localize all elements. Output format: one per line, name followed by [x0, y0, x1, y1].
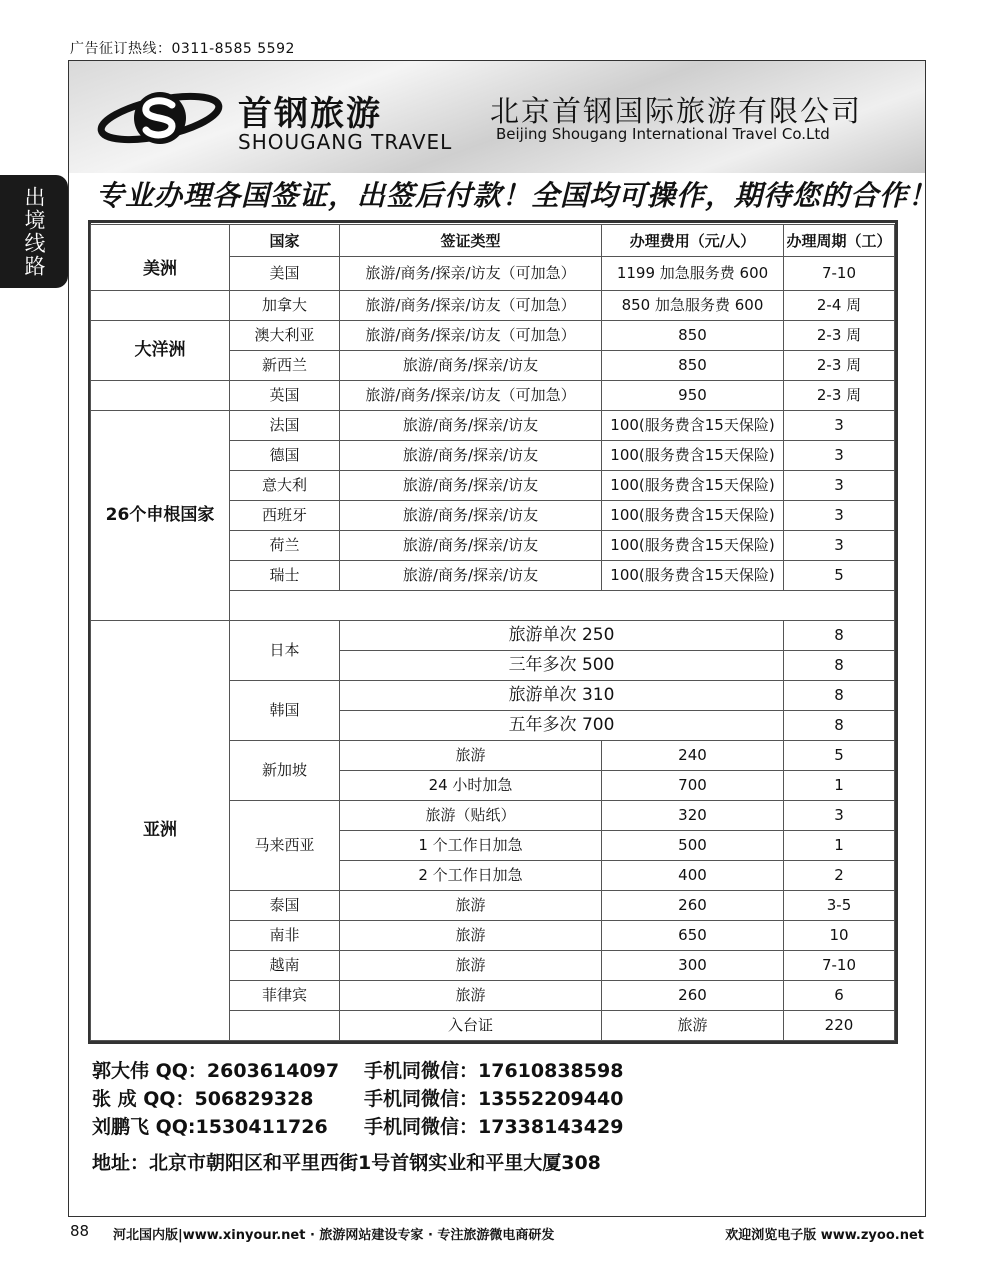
cell-country: 德国: [230, 440, 340, 470]
cell-country: 法国: [230, 410, 340, 440]
company-name-cn: 北京首钢国际旅游有限公司: [490, 94, 863, 128]
cell-country: 韩国: [230, 680, 340, 740]
table-row: [91, 620, 895, 650]
cell-period: 2: [784, 860, 895, 890]
cell-fee: 1199 加急服务费 600: [602, 257, 784, 291]
page-number: 88: [70, 1222, 90, 1240]
cell-period: 10: [784, 920, 895, 950]
cell-country: 泰国: [230, 890, 340, 920]
cell-visa-fee: 五年多次 700: [340, 710, 784, 740]
cell-period: 5: [784, 560, 895, 590]
cell-country: 越南: [230, 950, 340, 980]
region-asia: 亚洲: [91, 620, 230, 1040]
cell-period: 8: [784, 650, 895, 680]
cell-country: 英国: [230, 380, 340, 410]
cell-period: 6: [784, 980, 895, 1010]
contact-list: [92, 1056, 623, 1140]
cell-fee: 300: [602, 950, 784, 980]
cell-period: 7-10: [784, 257, 895, 291]
cell-period: 1: [784, 830, 895, 860]
cell-fee: 650: [602, 920, 784, 950]
cell-visa-type: 旅游/商务/探亲/访友: [340, 350, 602, 380]
cell-fee: 850: [602, 320, 784, 350]
cell-fee: 100(服务费含15天保险): [602, 530, 784, 560]
cell-country: 澳大利亚: [230, 320, 340, 350]
cell-fee: 100(服务费含15天保险): [602, 410, 784, 440]
cell-visa-type: 旅游/商务/探亲/访友: [340, 410, 602, 440]
contact-row: [92, 1084, 623, 1112]
cell-fee: 260: [602, 980, 784, 1010]
cell-fee: 400: [602, 860, 784, 890]
cell-period: 7-10: [784, 950, 895, 980]
cell-fee: 100(服务费含15天保险): [602, 470, 784, 500]
cell-country: 日本: [230, 620, 340, 680]
contact-name-qq: 郭大伟 QQ：2603614097: [92, 1060, 340, 1082]
cell-visa-type: 旅游（贴纸）: [340, 800, 602, 830]
slogan: 专业办理各国签证，出签后付款！全国均可操作，期待您的合作！: [96, 179, 938, 212]
cell-visa-fee: 三年多次 500: [340, 650, 784, 680]
table-header-row: [91, 225, 895, 257]
header-fee: 办理费用（元/人）: [602, 225, 784, 257]
cell-period: 3-5: [784, 890, 895, 920]
table-row: [91, 410, 895, 440]
header-period: 办理周期（工）: [784, 225, 895, 257]
cell-country: 西班牙: [230, 500, 340, 530]
cell-period: 2-3 周: [784, 380, 895, 410]
cell-period: 1: [784, 770, 895, 800]
cell-period: 3: [784, 530, 895, 560]
address: 地址：北京市朝阳区和平里西街1号首钢实业和平里大厦308: [92, 1152, 601, 1174]
region-schengen: 26个申根国家: [91, 410, 230, 620]
footer-left: 河北国内版|www.xinyour.net · 旅游网站建设专家 · 专注旅游微电商研发: [113, 1228, 555, 1243]
cell-visa-type: 旅游/商务/探亲/访友: [340, 530, 602, 560]
cell-visa-type: 旅游/商务/探亲/访友: [340, 440, 602, 470]
cell-visa-type: 旅游: [340, 740, 602, 770]
cell-visa-type: 2 个工作日加急: [340, 860, 602, 890]
cell-period: 2-3 周: [784, 320, 895, 350]
cell-fee: 320: [602, 800, 784, 830]
cell-visa-type: 旅游/商务/探亲/访友（可加急）: [340, 257, 602, 291]
cell-country: 马来西亚: [230, 800, 340, 890]
contact-row: [92, 1056, 623, 1084]
cell-country: 菲律宾: [230, 980, 340, 1010]
cell-visa-type: 旅游: [340, 890, 602, 920]
brand-name-cn: 首钢旅游: [238, 94, 382, 134]
cell-visa-fee: 旅游单次 250: [340, 620, 784, 650]
contact-wechat: 手机同微信：17338143429: [364, 1116, 624, 1138]
contact-wechat: 手机同微信：13552209440: [364, 1088, 624, 1110]
cell-period: 8: [784, 620, 895, 650]
cell-fee: 100(服务费含15天保险): [602, 500, 784, 530]
cell-fee: 700: [602, 770, 784, 800]
cell-visa-type: 旅游/商务/探亲/访友: [340, 560, 602, 590]
cell-fee: 100(服务费含15天保险): [602, 560, 784, 590]
cell-country: 入台证: [340, 1010, 602, 1040]
cell-visa-type: 旅游: [340, 920, 602, 950]
cell-period: 3: [784, 410, 895, 440]
brand-name-en: SHOUGANG TRAVEL: [238, 130, 453, 154]
cell-period: 3: [784, 500, 895, 530]
cell-fee: 240: [602, 740, 784, 770]
cell-fee: 850: [602, 350, 784, 380]
cell-fee: 260: [602, 890, 784, 920]
cell-period: 3: [784, 470, 895, 500]
cell-fee: 950: [602, 380, 784, 410]
visa-price-table: [90, 224, 895, 1041]
cell-visa-type: 旅游/商务/探亲/访友: [340, 470, 602, 500]
cell-period: 5: [784, 740, 895, 770]
cell-period: 2-3 周: [784, 350, 895, 380]
cell-visa-type: 旅游/商务/探亲/访友: [340, 500, 602, 530]
cell-visa-type: 旅游: [602, 1010, 784, 1040]
cell-visa-fee: 旅游单次 310: [340, 680, 784, 710]
cell-period: 8: [784, 680, 895, 710]
cell-country: 瑞士: [230, 560, 340, 590]
contact-row: [92, 1112, 623, 1140]
cell-visa-type: 旅游: [340, 980, 602, 1010]
cell-country: 南非: [230, 920, 340, 950]
company-name-en: Beijing Shougang International Travel Co.Ltd: [496, 125, 830, 143]
cell-period: 3: [784, 800, 895, 830]
header-visa-type: 签证类型: [340, 225, 602, 257]
contact-wechat: 手机同微信：17610838598: [364, 1060, 624, 1082]
cell-country: 新加坡: [230, 740, 340, 800]
cell-country: 意大利: [230, 470, 340, 500]
cell-visa-type: 旅游/商务/探亲/访友（可加急）: [340, 380, 602, 410]
ad-hotline: 广告征订热线：0311-8585 5592: [70, 41, 295, 57]
section-side-tab: [0, 175, 68, 288]
region-americas: 美洲: [91, 257, 230, 291]
cell-fee: 500: [602, 830, 784, 860]
cell-visa-type: 24 小时加急: [340, 770, 602, 800]
region-oceania: 大洋洲: [91, 320, 230, 380]
contact-name-qq: 张 成 QQ：506829328: [92, 1088, 314, 1110]
header-country: 国家: [230, 225, 340, 257]
table-row: [91, 257, 895, 291]
footer-right: 欢迎浏览电子版 www.zyoo.net: [725, 1228, 924, 1243]
contact-name-qq: 刘鹏飞 QQ:1530411726: [92, 1116, 328, 1138]
table-row: [91, 380, 895, 410]
shougang-logo-icon: [96, 83, 224, 153]
cell-period: 8: [784, 710, 895, 740]
cell-period: 3: [784, 440, 895, 470]
table-row: [91, 320, 895, 350]
cell-fee: 220: [784, 1010, 895, 1040]
cell-visa-type: 旅游: [340, 950, 602, 980]
cell-period: 2-4 周: [784, 290, 895, 320]
cell-country: 新西兰: [230, 350, 340, 380]
cell-visa-type: 旅游/商务/探亲/访友（可加急）: [340, 320, 602, 350]
table-row: [91, 290, 895, 320]
cell-fee: 100(服务费含15天保险): [602, 440, 784, 470]
cell-country: 荷兰: [230, 530, 340, 560]
cell-country: 美国: [230, 257, 340, 291]
side-tab-label: 出境线路: [22, 185, 46, 278]
cell-country: 加拿大: [230, 290, 340, 320]
cell-visa-type: 旅游/商务/探亲/访友（可加急）: [340, 290, 602, 320]
cell-fee: 850 加急服务费 600: [602, 290, 784, 320]
cell-visa-type: 1 个工作日加急: [340, 830, 602, 860]
